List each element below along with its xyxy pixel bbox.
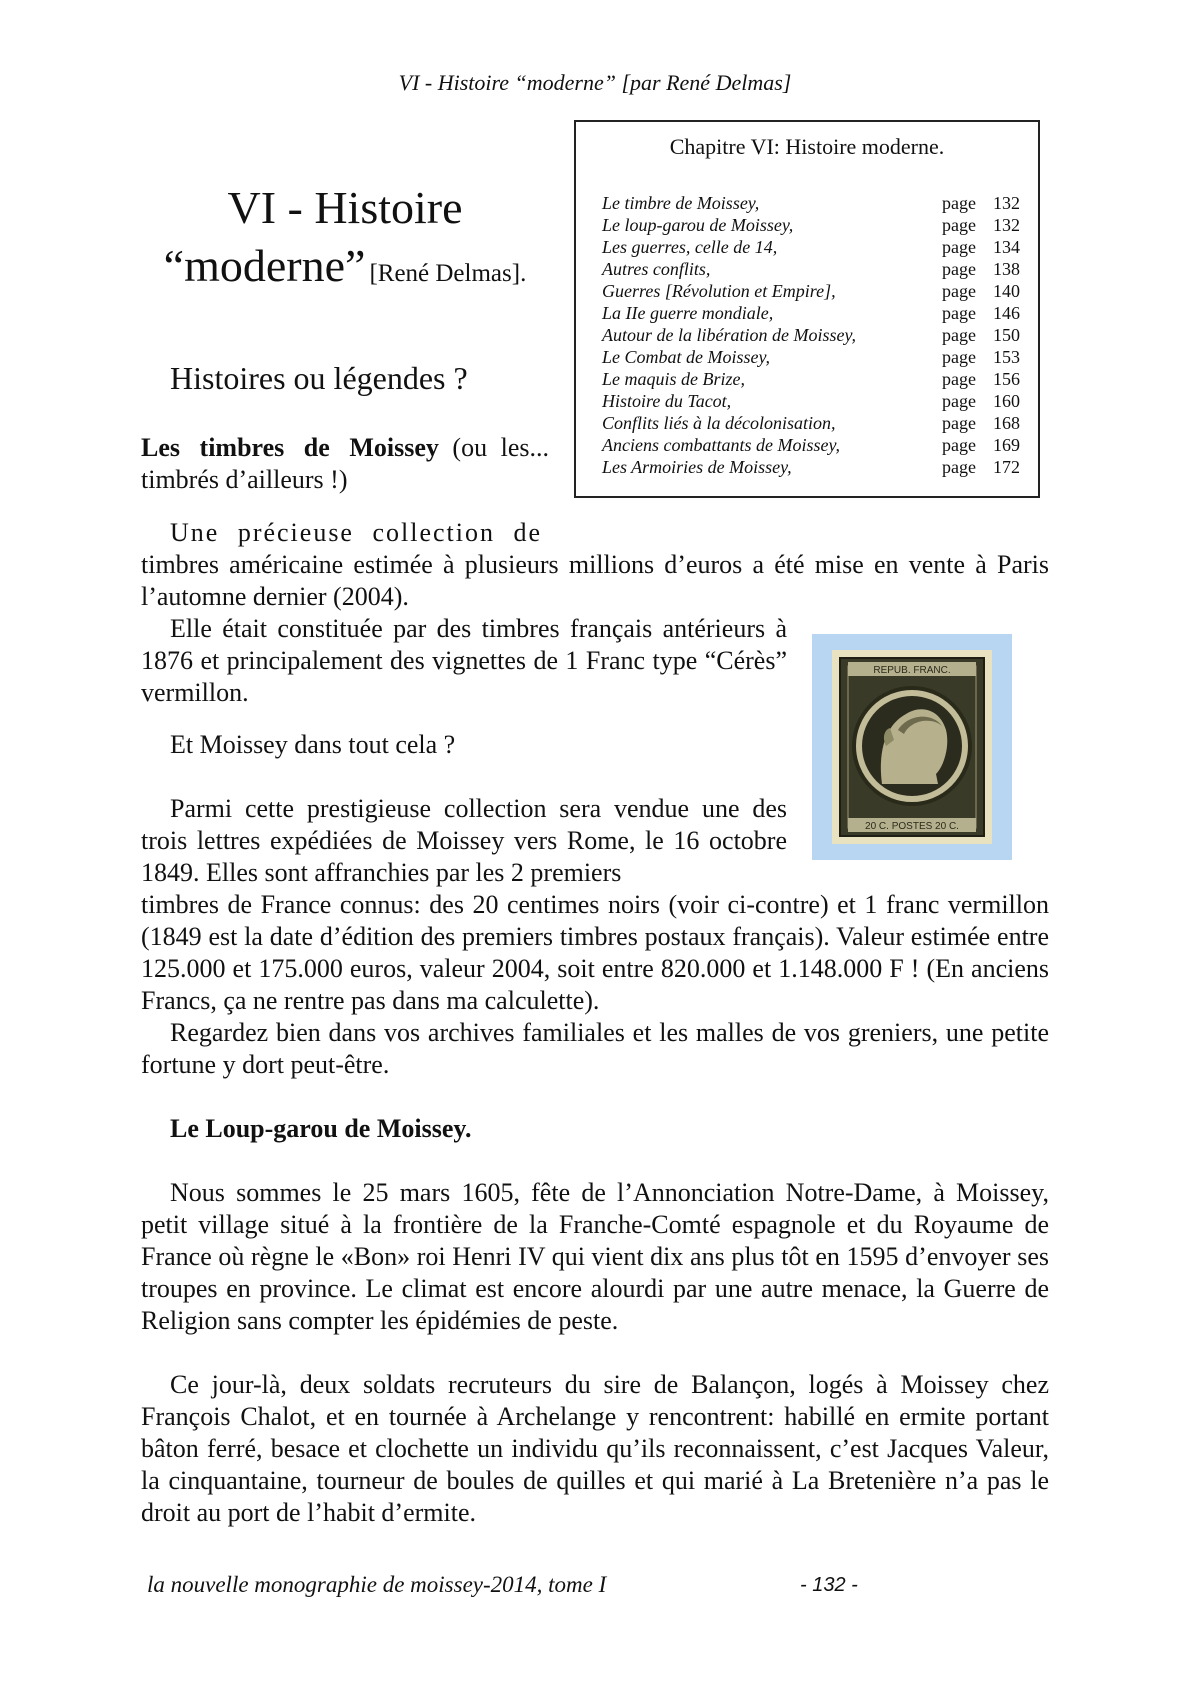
chapter-title: VI - Histoire <box>227 182 463 233</box>
chapter-author: [René Delmas]. <box>369 260 527 287</box>
chapter-title-line2 <box>140 238 550 305</box>
toc-entry-page-word: page <box>942 303 976 323</box>
subsection-heading-rest: (ou les... timbrés d’ailleurs !) <box>141 433 549 494</box>
toc-entry-page-word: page <box>942 325 976 345</box>
toc-entry-page-number: 172 <box>993 457 1020 477</box>
table-of-contents <box>574 120 1040 498</box>
toc-entry <box>602 412 1020 434</box>
paragraph-6: Nous sommes le 25 mars 1605, fête de l’Annonciation Notre-Dame, à Moissey, petit village situé à la frontière de la Franche-Comté espagnole et du Royaume de France où règne le «Bon» roi Henri IV qui vient dix ans plus tôt en 1595 d’envoyer ses troupes en province. Le climat est encore alourdi par une autre menace, la Guerre de Religion sans compter les épidémies de peste. <box>141 1178 1049 1335</box>
toc-entry-title: Conflits liés à la décolonisation, <box>602 413 836 433</box>
toc-entry-page-number: 134 <box>993 237 1020 257</box>
toc-entry-page-number: 156 <box>993 369 1020 389</box>
toc-entry <box>602 280 1020 302</box>
toc-entry-title: Le timbre de Moissey, <box>602 193 760 213</box>
toc-entry-page-number: 160 <box>993 391 1020 411</box>
toc-entry-page-number: 153 <box>993 347 1020 367</box>
ceres-stamp-image <box>812 634 1012 860</box>
toc-entry-title: Les guerres, celle de 14, <box>602 237 778 257</box>
toc-entry-title: Le Combat de Moissey, <box>602 347 770 367</box>
paragraph-1-first-line: Une précieuse collection de <box>170 518 543 547</box>
toc-title: Chapitre VI: Histoire moderne. <box>669 134 945 159</box>
toc-entry-title: Le maquis de Brize, <box>602 369 745 389</box>
toc-entry-page-word: page <box>942 347 976 367</box>
toc-entry-page-number: 169 <box>993 435 1020 455</box>
section-title: Histoires ou légendes ? <box>170 360 468 396</box>
toc-entry <box>602 302 1020 324</box>
paragraph-4-narrow: Parmi cette prestigieuse collection sera vendue une des trois lettres expédiées de Moissey vers Rome, le 16 octobre 1849. Elles sont affranchies par les 2 premiers <box>141 794 787 887</box>
toc-entry-page-word: page <box>942 457 976 477</box>
paragraph-3: Et Moissey dans tout cela ? <box>170 730 456 759</box>
stamp-illustration <box>812 634 1012 860</box>
toc-entry-title: La IIe guerre mondiale, <box>602 303 774 323</box>
paragraph-2: Elle était constituée par des timbres français antérieurs à 1876 et principalement des vignettes de 1 Franc type “Cérès” vermillon. <box>141 614 787 707</box>
toc-entry <box>602 324 1020 346</box>
toc-entry-page-word: page <box>942 237 976 257</box>
toc-entry-page-number: 140 <box>993 281 1020 301</box>
toc-entry <box>602 456 1020 478</box>
toc-entry-title: Histoire du Tacot, <box>602 391 732 411</box>
toc-entry <box>602 258 1020 280</box>
stamp-top-text: REPUB. FRANC. <box>873 665 951 676</box>
running-header: VI - Histoire “moderne” [par René Delmas] <box>398 70 792 95</box>
subsection-heading-bold: Les timbres de Moissey <box>141 433 439 462</box>
toc-entry-page-number: 138 <box>993 259 1020 279</box>
toc-entry-page-word: page <box>942 391 976 411</box>
toc-entry-page-word: page <box>942 281 976 301</box>
toc-entry-page-number: 132 <box>993 193 1020 213</box>
footer-publication: la nouvelle monographie de moissey-2014, tome I <box>147 1572 607 1597</box>
chapter-title-moderne: “moderne” <box>163 240 366 291</box>
paragraph-5: Regardez bien dans vos archives familiales et les malles de vos greniers, une petite fortune y dort peut-être. <box>141 1018 1049 1079</box>
toc-entry-title: Les Armoiries de Moissey, <box>602 457 792 477</box>
toc-entry <box>602 434 1020 456</box>
toc-entry-title: Guerres [Révolution et Empire], <box>602 281 836 301</box>
toc-entry <box>602 390 1020 412</box>
toc-entry-page-word: page <box>942 369 976 389</box>
toc-entry-page-word: page <box>942 259 976 279</box>
toc-entry-page-number: 146 <box>993 303 1020 323</box>
toc-entry <box>602 368 1020 390</box>
toc-entry <box>602 236 1020 258</box>
subsection-heading <box>141 432 549 496</box>
toc-entry-page-number: 150 <box>993 325 1020 345</box>
toc-entry-title: Autres conflits, <box>602 259 711 279</box>
toc-entry-page-number: 168 <box>993 413 1020 433</box>
toc-entry-title: Autour de la libération de Moissey, <box>602 325 856 345</box>
toc-entry <box>602 214 1020 236</box>
toc-entry <box>602 192 1020 214</box>
paragraph-4: timbres de France connus: des 20 centimes noirs (voir ci-contre) et 1 franc vermillon (1849 est la date d’édition des premiers timbres postaux français). Valeur estimée entre 125.000 et 175.000 euros, valeur 2004, soit entre 820.000 et 1.148.000 F ! (En anciens Francs, ça ne rentre pas dans ma calculette). <box>141 890 1049 1015</box>
toc-entry-page-word: page <box>942 413 976 433</box>
toc-entry <box>602 346 1020 368</box>
toc-entry-title: Le loup-garou de Moissey, <box>602 215 794 235</box>
toc-entry-page-word: page <box>942 435 976 455</box>
footer-page-number: - 132 - <box>800 1574 858 1596</box>
toc-entry-page-number: 132 <box>993 215 1020 235</box>
toc-entry-page-word: page <box>942 215 976 235</box>
paragraph-7: Ce jour-là, deux soldats recruteurs du sire de Balançon, logés à Moissey chez François Chalot, et en tournée à Archelange y rencontrent: habillé en ermite portant bâton ferré, besace et clochette un individu qu’ils reconnaissent, c’est Jacques Valeur, la cinquantaine, tourneur de boules de quilles et qui marié à La Bretenière n’a pas le droit au port de l’habit d’ermite. <box>141 1370 1049 1527</box>
paragraph-1: timbres américaine estimée à plusieurs millions d’euros a été mise en vente à Paris l’automne dernier (2004). <box>141 550 1049 611</box>
toc-list <box>602 192 1020 478</box>
heading-loup-garou: Le Loup-garou de Moissey. <box>170 1114 472 1143</box>
toc-entry-page-word: page <box>942 193 976 213</box>
toc-entry-title: Anciens combattants de Moissey, <box>602 435 840 455</box>
stamp-bottom-text: 20 C. POSTES 20 C. <box>865 821 959 832</box>
